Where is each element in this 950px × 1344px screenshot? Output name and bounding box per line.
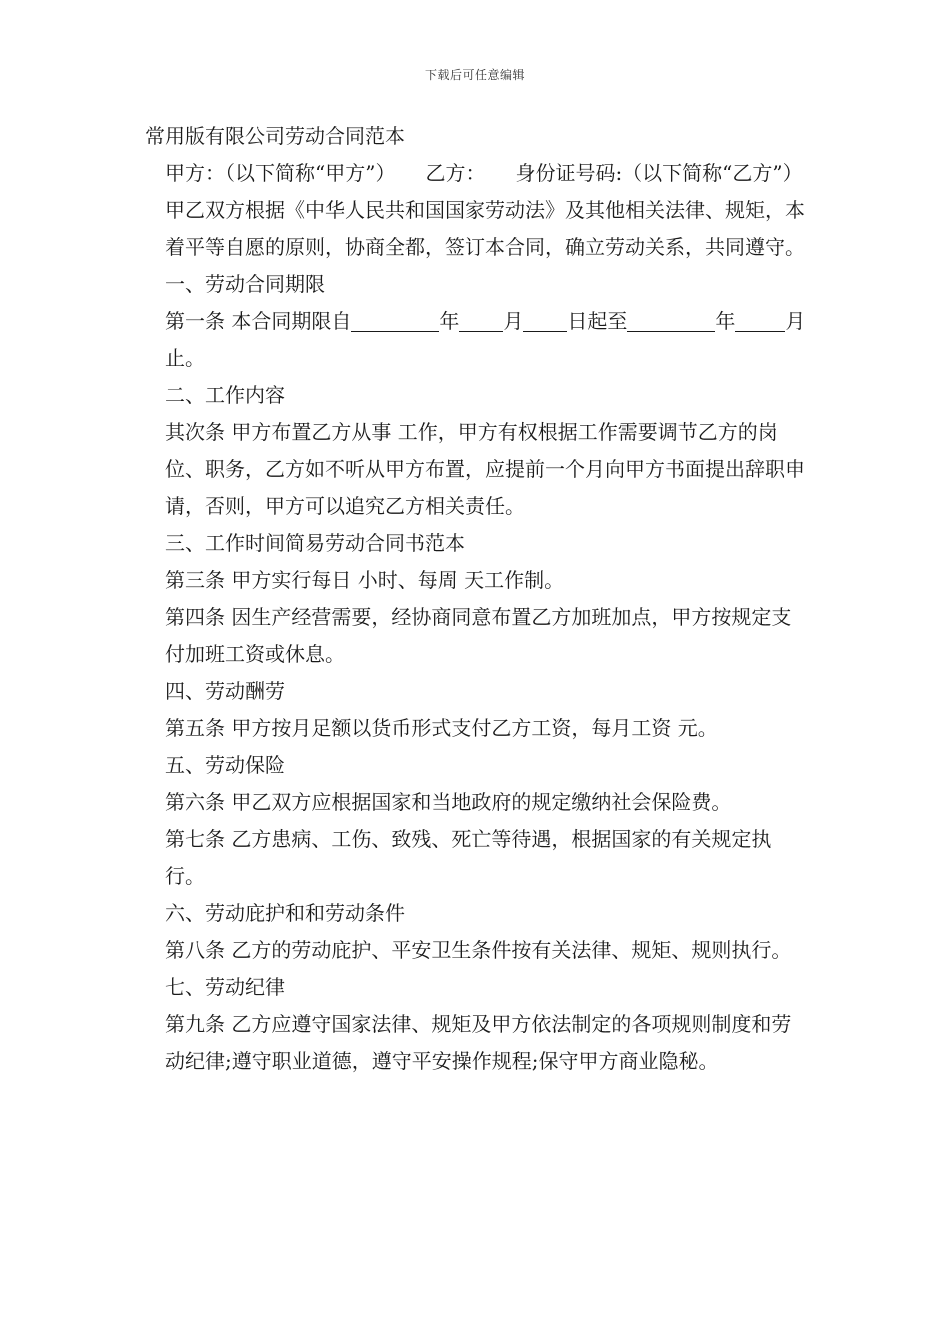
blank-start-year[interactable] (351, 309, 439, 332)
section-5-heading: 五、劳动保险 (165, 753, 285, 777)
section-6-heading: 六、劳动庇护和和劳动条件 (165, 901, 405, 925)
intro-paragraph: 甲方：（以下简称“甲方”） 乙方： 身份证号码:（以下简称“乙方”） 甲乙双方根据《中华人民共和国国家劳动法》及其他相关法律、规矩，本着平等自愿的原则，协商全都，签订本合同，确立劳动关系，共同遵守。 (165, 161, 833, 259)
article-1-end: 月 止。 (165, 309, 806, 370)
blank-end-year[interactable] (627, 309, 715, 332)
document-title: 常用版有限公司劳动合同范本 (145, 124, 405, 148)
article-1-day-label: 日起至 (567, 309, 628, 333)
article-1-month-label: 月 (503, 309, 524, 333)
article-3: 第三条 甲方实行每日 小时、每周 天工作制。 (165, 568, 565, 592)
blank-start-month[interactable] (459, 309, 503, 332)
article-1 (145, 303, 810, 377)
article-7: 第七条 乙方患病、工伤、致残、死亡等待遇，根据国家的有关规定执行。 (165, 827, 772, 888)
article-1-year-label: 年 (439, 309, 460, 333)
article-1-prefix: 第一条 本合同期限自 (165, 309, 352, 333)
article-2: 其次条 甲方布置乙方从事 工作，甲方有权根据工作需要调节乙方的岗位、职务，乙方如不听从甲方布置，应提前一个月向甲方书面提出辞职申请，否则，甲方可以追究乙方相关责任。 (165, 420, 805, 518)
article-5: 第五条 甲方按月足额以货币形式支付乙方工资，每月工资 元。 (165, 716, 718, 740)
header-note: 下载后可任意编辑 (424, 68, 525, 82)
section-2-heading: 二、工作内容 (165, 383, 285, 407)
section-1-heading: 一、劳动合同期限 (165, 272, 325, 296)
blank-start-day[interactable] (523, 309, 567, 332)
section-3-heading: 三、工作时间简易劳动合同书范本 (165, 531, 465, 555)
section-7-heading: 七、劳动纪律 (165, 975, 285, 999)
article-8: 第八条 乙方的劳动庇护、平安卫生条件按有关法律、规矩、规则执行。 (165, 938, 792, 962)
article-9: 第九条 乙方应遵守国家法律、规矩及甲方依法制定的各项规则制度和劳动纪律;遵守职业道德，遵守平安操作规程;保守甲方商业隐秘。 (165, 1012, 792, 1073)
article-6: 第六条 甲乙双方应根据国家和当地政府的规定缴纳社会保险费。 (165, 790, 732, 814)
article-4: 第四条 因生产经营需要，经协商同意布置乙方加班加点，甲方按规定支付加班工资或休息。 (165, 605, 792, 666)
document-body (145, 118, 833, 1080)
blank-end-month[interactable] (735, 309, 785, 332)
article-1-year2-label: 年 (715, 309, 736, 333)
section-4-heading: 四、劳动酬劳 (165, 679, 285, 703)
